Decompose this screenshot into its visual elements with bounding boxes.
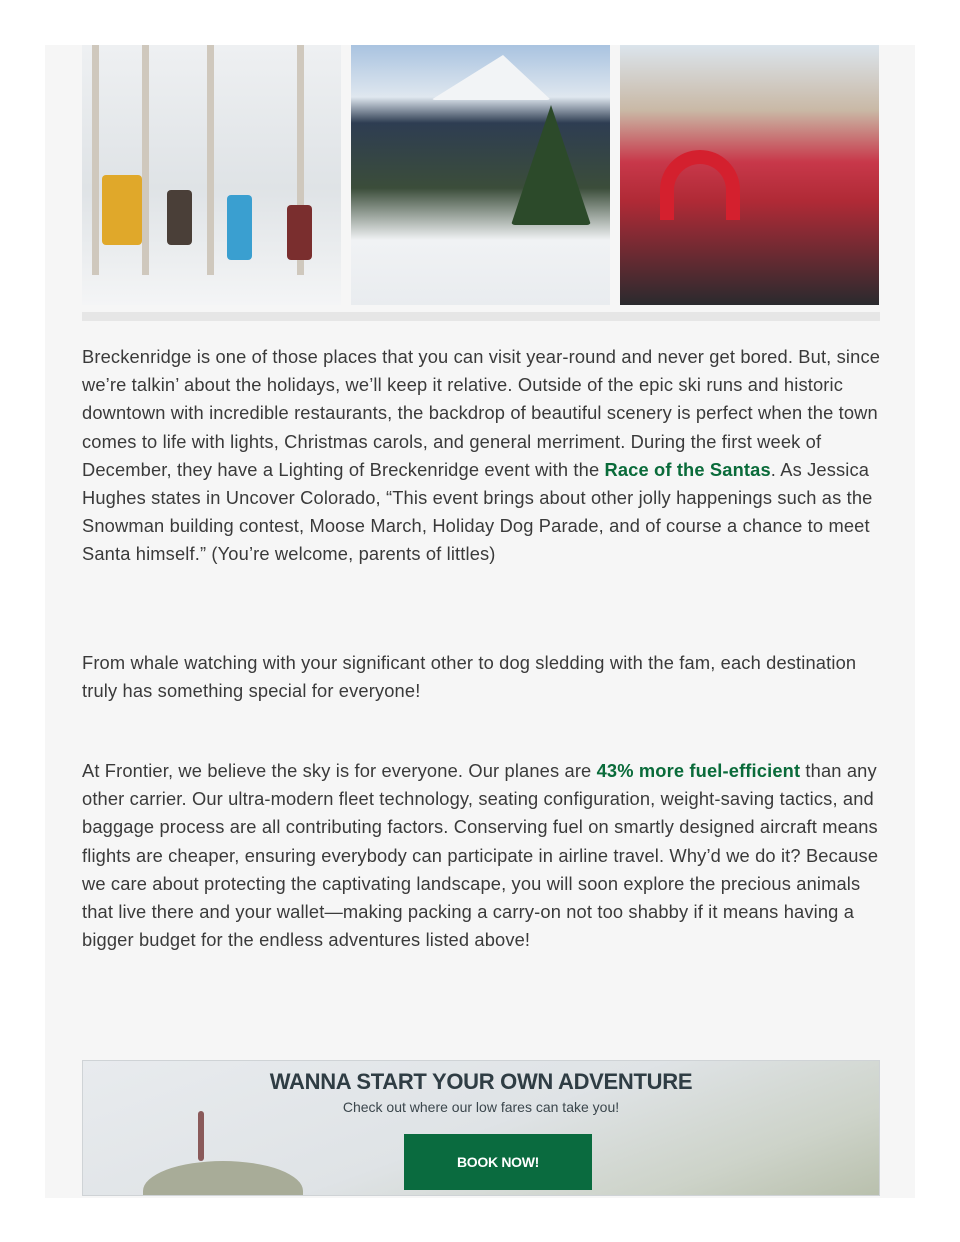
paragraph-text: At Frontier, we believe the sky is for everyone. Our planes are (82, 760, 597, 781)
paragraph-text: . As Jessica Hughes states in Uncover Colorado, “This event brings about other jolly happenings such as the Snowman building contest, Moose March, Holiday Dog Parade, and of course a chance to meet Santa himself.” (You’re welcome, parents of littles) (82, 458, 873, 565)
hiker-silhouette (198, 1111, 204, 1161)
snowshoeing-family-photo (82, 45, 341, 305)
adventure-banner[interactable] (82, 1060, 880, 1196)
frontier-paragraph (82, 757, 882, 954)
paragraph-text: than any other carrier. Our ultra-modern fleet technology, seating configuration, weight-saving tactics, and baggage process are all contributing factors. Conserving fuel on smartly designed aircraft means flights are cheaper, ensuring everybody can participate in airline travel. Why’d we do it? Because we care about protecting the captivating landscape, you will soon explore the precious animals that live there and your wallet—making packing a carry-on not too shabby if it means having a bigger budget for the endless adventures listed above! (82, 760, 879, 951)
banner-title: WANNA START YOUR OWN ADVENTURE (269, 1069, 693, 1094)
breckenridge-paragraph (82, 343, 882, 569)
paragraph-text: Breckenridge is one of those places that you can visit year-round and never get bored. But, since we’re talkin’ about the holidays, we’ll keep it relative. Outside of the epic ski runs and historic downtown with incredible restaurants, the backdrop of beautiful scenery is perfect when the town comes to life with lights, Christmas carols, and general merriment. During the first week of December, they have a Lighting of Breckenridge event with the (82, 346, 881, 480)
dog-sledding-mountain-photo (351, 45, 610, 305)
divider (82, 312, 880, 321)
mountain-rock-graphic (143, 1161, 303, 1196)
banner-subtitle: Check out where our low fares can take you! (342, 1099, 620, 1115)
race-of-the-santas-link[interactable]: Race of the Santas (604, 458, 771, 480)
book-now-button[interactable]: BOOK NOW! (404, 1134, 592, 1190)
race-of-the-santas-photo (620, 45, 879, 305)
fuel-efficient-link[interactable]: 43% more fuel-efficient (596, 760, 801, 781)
destinations-paragraph: From whale watching with your significant other to dog sledding with the fam, each destination truly has something special for everyone! (82, 652, 857, 702)
